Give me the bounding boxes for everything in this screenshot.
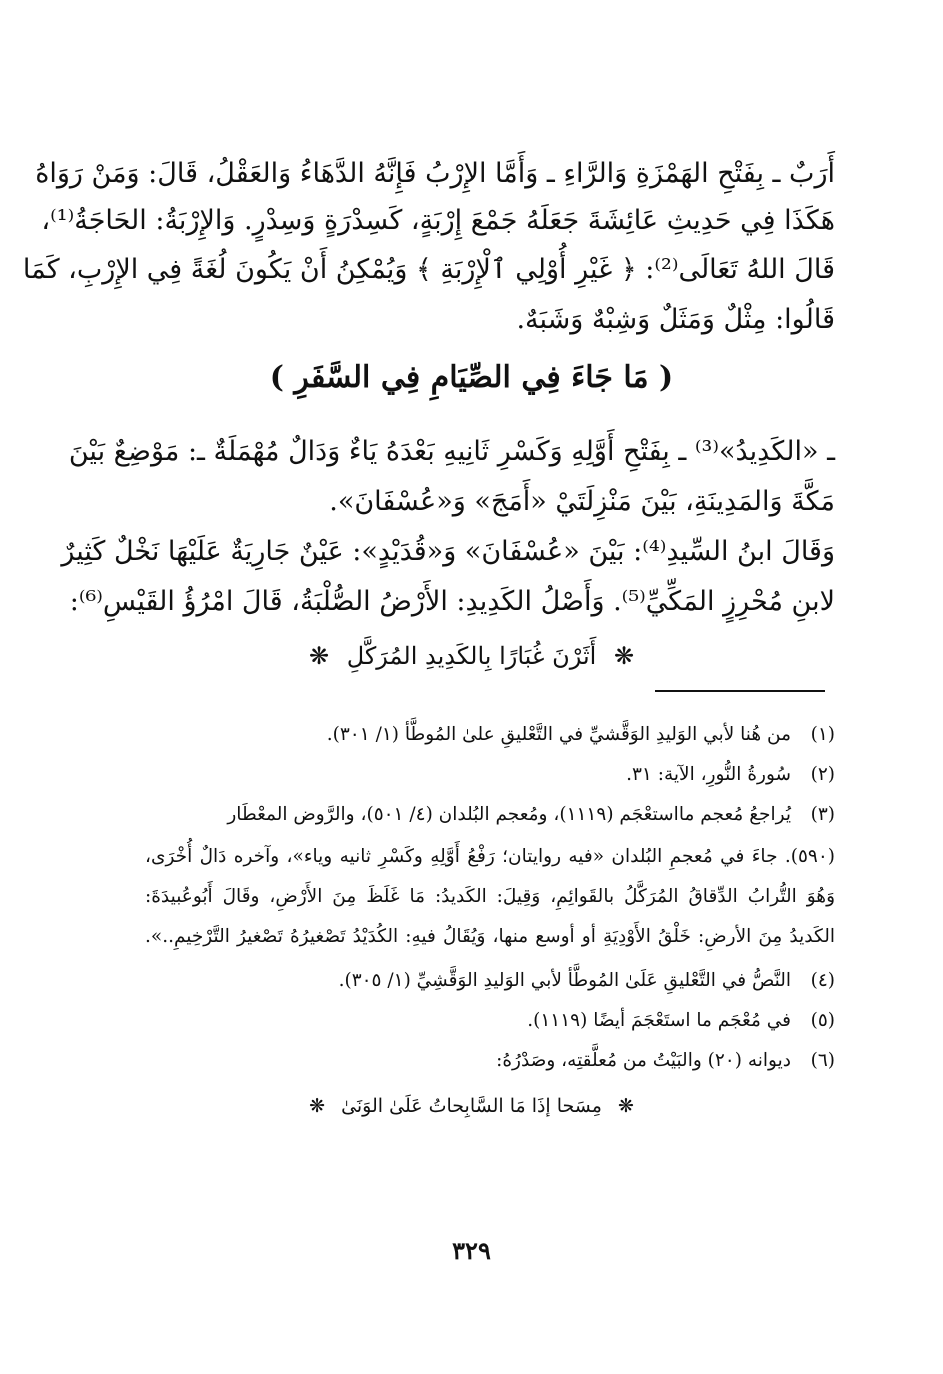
footnote-text: يُراجعُ مُعجم مااستعْجَم (١١١٩)، ومُعجم البُلدان (٤/ ٥٠١)، والرَّوض المعْطَار: [227, 804, 791, 825]
footnote-number: (٣): [810, 804, 835, 825]
section-line: مَكَّةَ وَالمَدِينَةِ، بَيْنَ مَنْزِلَتَيْ «أَمَجَ» وَ«عُسْفَانَ».: [329, 486, 835, 517]
footnote-verse: [0, 1086, 943, 1126]
poetry-verse: [0, 636, 943, 676]
footnote-text: من هُنا لأبي الوَليدِ الوَقَّشيِّ في التَّعْليقِ علىٰ المُوطَّأ (١/ ٣٠١).: [326, 724, 791, 745]
footnote-text: سُورةُ النُّورِ، الآية: ٣١.: [626, 764, 791, 785]
footnote-continuation: وَهُوَ التُّرابُ الدِّقاقُ المُرَكَّلُ بالقَوائِمِ، وَقِيلَ: الكَديدُ: مَا غَلَظَ مِنَ الأَرْضِ، وقَالَ أَبُوعُبيدَةَ:: [145, 886, 835, 907]
footnote-item: [105, 1004, 835, 1038]
section-line: ـ «الكَدِيدُ»⁽³⁾ ـ بِفَتْحِ أَوَّلِهِ وَكَسْرِ ثَانِيهِ بَعْدَهُ يَاءٌ وَدَالٌ مُهْمَلَةٌ ـ: مَوْضِعٌ بَيْنَ: [68, 436, 835, 467]
page-number: ٣٢٩: [452, 1236, 491, 1265]
footnote-number: (٦): [810, 1050, 835, 1071]
star-ornament-icon: ❋: [613, 642, 635, 670]
footnote-continuation: الكَديدُ مِنَ الأرضِ: خَلْقُ الأَوْدِيَةِ أو أوسع منها، وَيُقَالُ فيهِ: الكُدَيْدُ تَصْغيرُهُ تَصْغيرُ التَّرْخِيمِ..».: [145, 926, 835, 947]
footnote-item: [105, 758, 835, 792]
footnote-text: في مُعْجَم ما استَعْجَمَ أيضًا (١١١٩).: [527, 1010, 791, 1031]
footnote-number: (١): [810, 724, 835, 745]
body-line: أَرَبٌ ـ بِفَتْحِ الهَمْزَةِ وَالرَّاءِ ـ وَأَمَّا الإِرْبُ فَإِنَّهُ الدَّهَاءُ وَالعَقْلُ، قَالَ: وَمَنْ رَوَاهُ: [35, 158, 835, 189]
footnote-number: (٢): [810, 764, 835, 785]
footnote-number: (٤): [810, 970, 835, 991]
footnote-item: [105, 1044, 835, 1078]
section-heading: ( مَا جَاءَ فِي الصِّيَامِ فِي السَّفَرِ ): [269, 360, 674, 395]
footnote-item: [105, 964, 835, 998]
star-ornament-icon: ❋: [617, 1095, 634, 1117]
footnote-verse-text: مِسَحا إذَا مَا السَّابِحاتُ عَلَىٰ الوَنَىٰ: [341, 1095, 602, 1117]
section-line: وَقَالَ ابنُ السِّيدِ⁽⁴⁾: بَيْنَ «عُسْفَانَ» وَ«قُدَيْدٍ»: عَيْنٌ جَارِيَةٌ عَلَيْهَا نَخْلٌ كَثِيرٌ: [61, 536, 835, 567]
section-line: لابنِ مُحْرِزٍ المَكِّيِّ⁽⁵⁾. وَأَصْلُ الكَدِيدِ: الأَرْضُ الصُّلْبَةُ، قَالَ امْرُؤُ القَيْسِ⁽⁶⁾:: [69, 586, 835, 617]
star-ornament-icon: ❋: [308, 642, 330, 670]
footnote-item: [105, 718, 835, 752]
footnote-number: (٥): [810, 1010, 835, 1031]
footnote-separator: [655, 690, 825, 692]
body-line: هَكَذَا فِي حَدِيثِ عَائِشَةَ جَعَلَهُ جَمْعَ إِرْبَةٍ، كَسِدْرَةٍ وَسِدْرٍ. وَالإِرْبَةُ: الحَاجَةُ⁽¹⁾،: [41, 205, 835, 236]
verse-text: أَثَرْنَ غُبَارًا بِالكَدِيدِ المُرَكَّلِ: [346, 642, 597, 670]
footnote-text: النَّصُّ في التَّعْليقِ عَلَىٰ المُوطَّأ لأبي الوَليدِ الوَقَّشِيِّ (١/ ٣٠٥).: [338, 970, 791, 991]
star-ornament-icon: ❋: [309, 1095, 326, 1117]
footnote-text: ديوانه (٢٠) والبَيْتُ من مُعلَّقتِه، وصَدْرُهُ:: [496, 1050, 791, 1071]
footnote-item: [105, 798, 835, 832]
body-line: قَالُوا: مِثْلٌ وَمَثَلٌ وَشِبْهٌ وَشَبَهٌ.: [516, 304, 835, 335]
body-line: قَالَ اللهُ تَعَالَى⁽²⁾: ﴿ غَيْرِ أُوْلِي ٱلْإِرْبَةِ ﴾ وَيُمْكِنُ أَنْ يَكُونَ لُغَةً فِي الإِرْبِ، كَمَا: [22, 254, 835, 285]
footnote-continuation: (٥٩٠). جاءَ في مُعجمِ البُلدان «فيه روايتان؛ رَفْعُ أَوَّلِهِ وكَسْرِ ثانيه وياء»، وآخره دَالٌ أُخْرَى،: [145, 846, 835, 867]
